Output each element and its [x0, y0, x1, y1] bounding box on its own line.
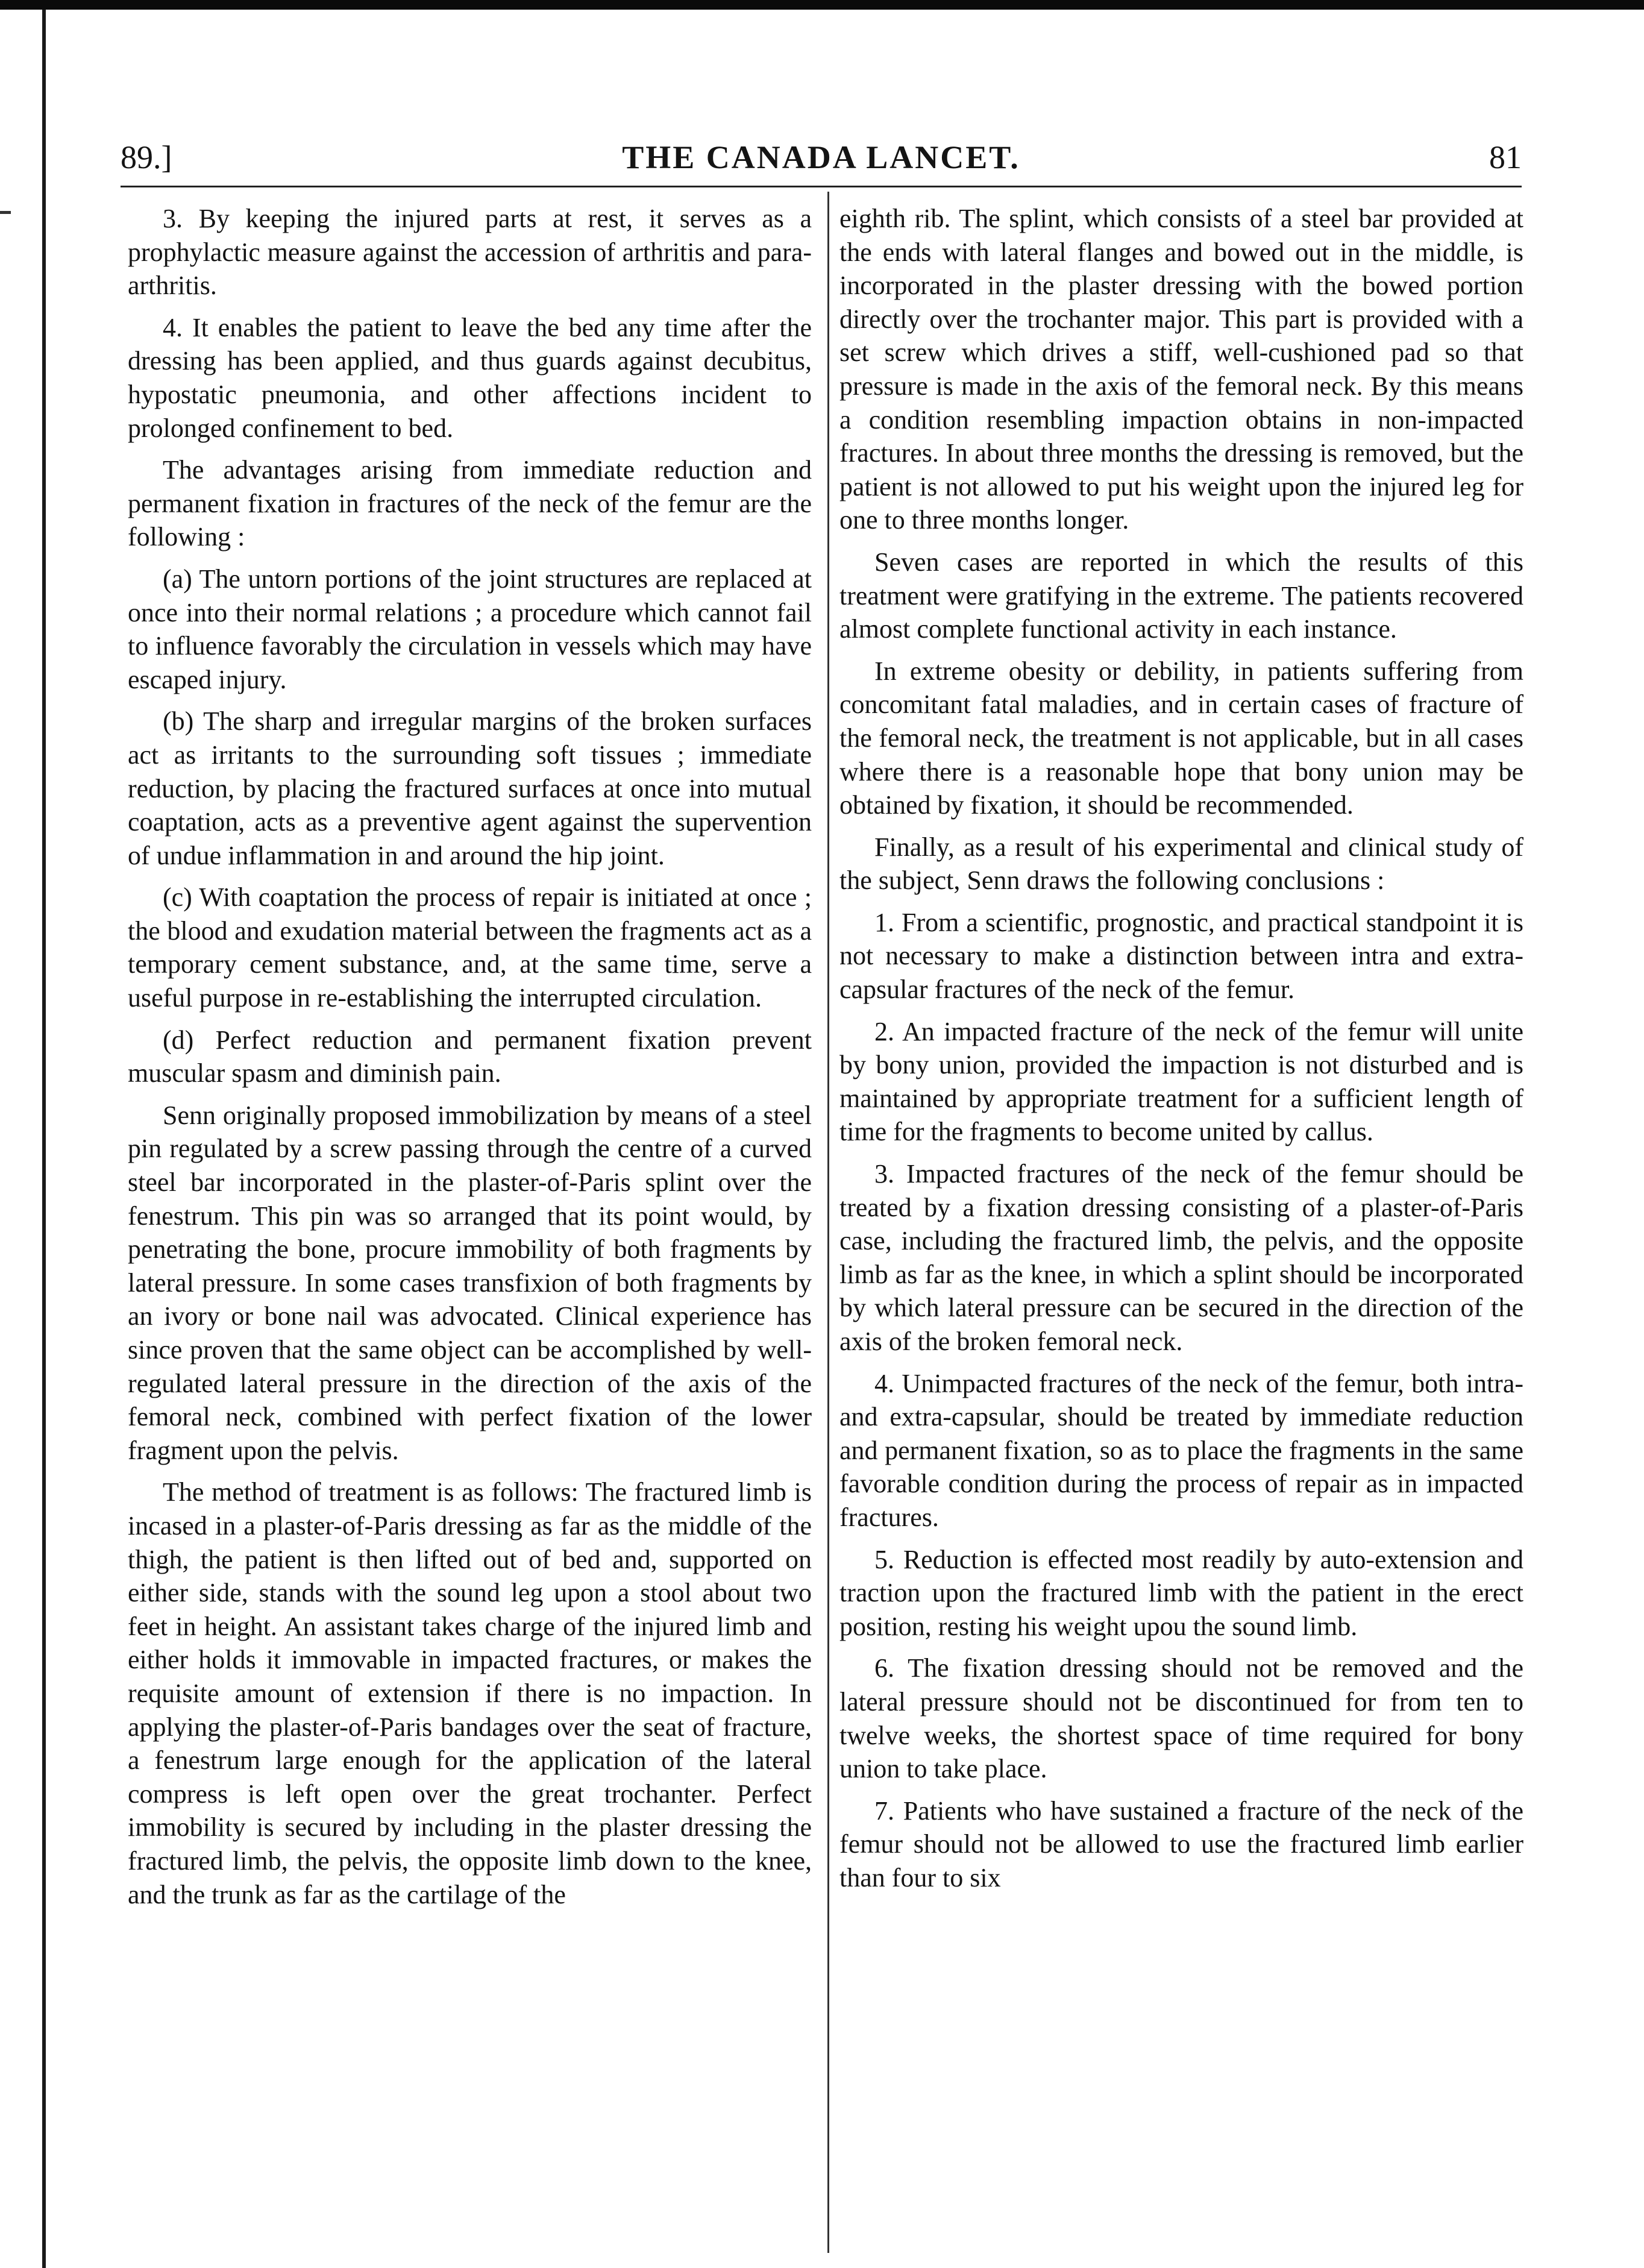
paragraph: (b) The sharp and irregular margins of the broken surfaces act as irritants to the surrounding soft tissues ; immediate reduction, by placing the fractured surfaces at once into mutual coaptation, acts as a preventive agent against the supervention of undue inflammation in and around the hip joint. [128, 706, 812, 870]
header-rule [121, 186, 1522, 187]
conclusion-item: 7. Patients who have sustained a fracture of the neck of the femur should not be allowed to use the fractured limb earlier than four to six [839, 1795, 1523, 1893]
paragraph: (a) The untorn portions of the joint structures are replaced at once into their normal relations ; a procedure which cannot fail to influence favorably the circulation in vessels which may have escaped injury. [128, 564, 812, 694]
running-header [121, 133, 1522, 181]
left-column [128, 202, 812, 1911]
paragraph: Seven cases are reported in which the results of this treatment were gratifying in the extreme. The patients recovered almost complete functional activity in each instance. [839, 547, 1523, 644]
paragraph: (c) With coaptation the process of repair is initiated at once ; the blood and exudation material between the fragments act as a temporary cement substance, and, at the same time, serve a useful purpose in re-establishing the interrupted circulation. [128, 882, 812, 1013]
page-margin-mark [0, 211, 11, 214]
page-left-edge [42, 10, 46, 2268]
conclusion-item: 2. An impacted fracture of the neck of the femur will unite by bony union, provided the impaction is not disturbed and is maintained by appropriate treatment for a sufficient length of time for the fragments to become united by callus. [839, 1016, 1523, 1147]
header-volume-number: 89.] [121, 139, 172, 175]
right-column [839, 202, 1523, 1895]
conclusion-item: 1. From a scientific, prognostic, and practical standpoint it is not necessary to make a distinction between intra and extra-capsular fractures of the neck of the femur. [839, 907, 1523, 1005]
conclusion-item: 3. Impacted fractures of the neck of the femur should be treated by a fixation dressing consisting of a plaster-of-Paris case, including the fractured limb, the pelvis, and the opposite limb as far as the knee, in which a splint should be incorporated by which lateral pressure can be secured in the direction of the axis of the broken femoral neck. [839, 1159, 1523, 1356]
paragraph: The method of treatment is as follows: The fractured limb is incased in a plaster-of-Paris dressing as far as the middle of the thigh, the patient is then lifted out of bed and, supported on either side, stands with the sound leg upon a stool about two feet in height. An assistant takes charge of the injured limb and either holds it immovable in impacted fractures, or makes the requisite amount of extension if there is no impaction. In applying the plaster-of-Paris bandages over the seat of fracture, a fenestrum large enough for the application of the lateral compress is left open over the great trochanter. Perfect immobility is secured by including in the plaster dressing the fractured limb, the pelvis, the opposite limb down to the knee, and the trunk as far as the cartilage of the [128, 1477, 812, 1909]
paragraph: Finally, as a result of his experimental and clinical study of the subject, Senn draws the following conclusions : [839, 832, 1523, 896]
column-divider [827, 192, 829, 2253]
journal-title: THE CANADA LANCET. [622, 139, 1020, 175]
paragraph: (d) Perfect reduction and permanent fixation prevent muscular spasm and diminish pain. [128, 1025, 812, 1088]
paragraph: 3. By keeping the injured parts at rest, it serves as a prophylactic measure against the accession of arthritis and para-arthritis. [128, 204, 812, 301]
paragraph: The advantages arising from immediate reduction and permanent fixation in fractures of the neck of the femur are the following : [128, 455, 812, 552]
conclusion-item: 5. Reduction is effected most readily by auto-extension and traction upon the fractured limb with the patient in the erect position, resting his weight upou the sound limb. [839, 1544, 1523, 1641]
conclusion-item: 4. Unimpacted fractures of the neck of the femur, both intra- and extra-capsular, should be treated by immediate reduction and permanent fixation, so as to place the fragments in the same favorable condition during the process of repair as in impacted fractures. [839, 1368, 1523, 1532]
page-number: 81 [1489, 139, 1522, 175]
paragraph: Senn originally proposed immobilization by means of a steel pin regulated by a screw passing through the centre of a curved steel bar incorporated in the plaster-of-Paris splint over the fenestrum. This pin was so arranged that its point would, by penetrating the bone, procure immobility of both fragments by lateral pressure. In some cases transfixion of both fragments by an ivory or bone nail was advocated. Clinical experience has since proven that the same object can be accomplished by well-regulated lateral pressure in the direction of the axis of the femoral neck, combined with perfect fixation of the lower fragment upon the pelvis. [128, 1100, 812, 1465]
conclusion-item: 6. The fixation dressing should not be removed and the lateral pressure should not be discontinued for from ten to twelve weeks, the shortest space of time required for bony union to take place. [839, 1653, 1523, 1784]
page-top-edge [0, 0, 1644, 10]
paragraph-continued: eighth rib. The splint, which consists of a steel bar provided at the ends with lateral flanges and bowed out in the middle, is incorporated in the plaster dressing with the bowed portion directly over the trochanter major. This part is provided with a set screw which drives a stiff, well-cushioned pad so that pressure is made in the axis of the femoral neck. By this means a condition resembling impaction obtains in non-impacted fractures. In about three months the dressing is removed, but the patient is not allowed to put his weight upon the injured leg for one to three months longer. [839, 204, 1523, 535]
paragraph: 4. It enables the patient to leave the bed any time after the dressing has been applied, and thus guards against decubitus, hypostatic pneumonia, and other affections incident to prolonged confinement to bed. [128, 312, 812, 443]
paragraph: In extreme obesity or debility, in patients suffering from concomitant fatal maladies, and in certain cases of fracture of the femoral neck, the treatment is not applicable, but in all cases where there is a reasonable hope that bony union may be obtained by fixation, it should be recommended. [839, 656, 1523, 820]
